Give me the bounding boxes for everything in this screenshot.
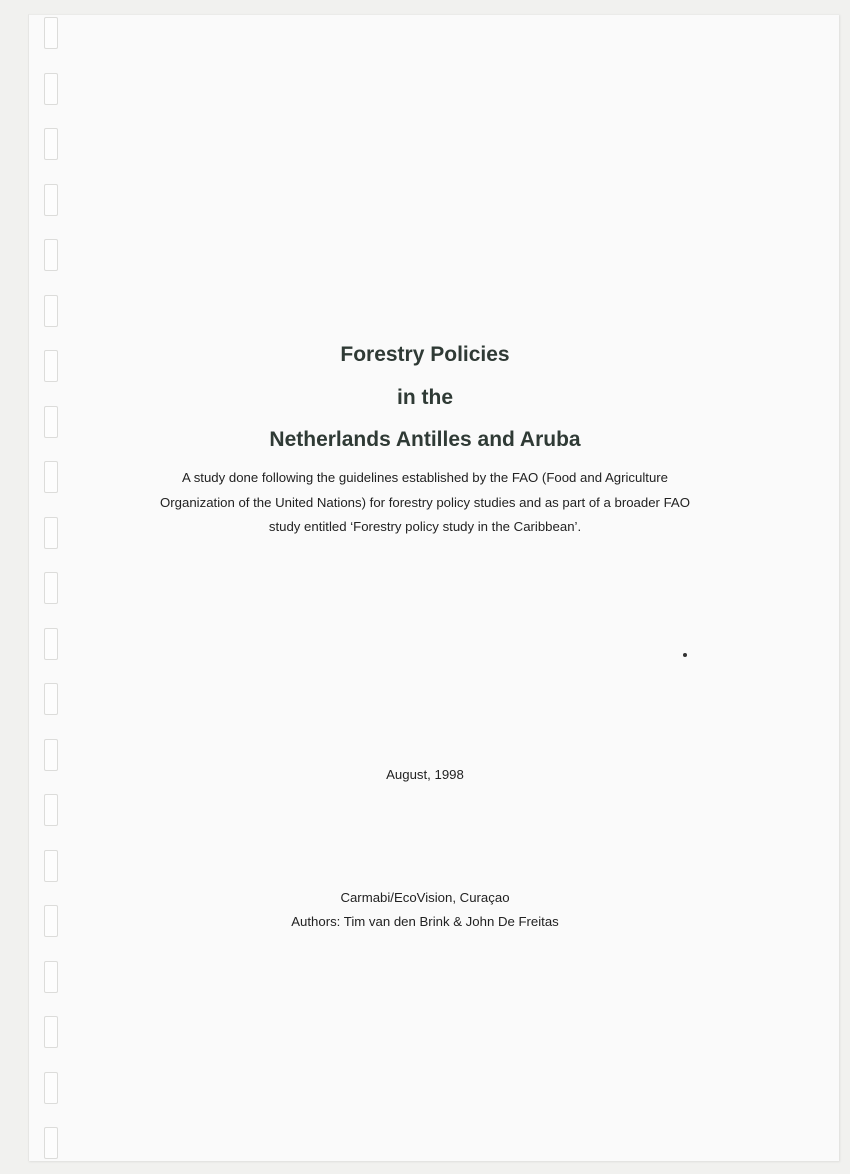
description [0,466,850,540]
binding-hole [44,961,58,993]
binding-hole [44,184,58,216]
authors: Authors: Tim van den Brink & John De Freitas [291,914,559,929]
binding-hole [44,295,58,327]
document-page [28,14,839,1161]
speck [683,653,687,657]
binding-hole [44,1072,58,1104]
description-line-3: study entitled ‘Forestry policy study in the Caribbean’. [268,519,582,534]
binding-hole [44,794,58,826]
description-line-1: A study done following the guidelines established by the FAO (Food and Agriculture [181,470,669,485]
binding-hole [44,1127,58,1159]
title-line-2: in the [397,386,453,409]
binding-hole [44,73,58,105]
binding-hole [44,739,58,771]
date: August, 1998 [386,767,464,782]
binding-hole [44,683,58,715]
binding-hole [44,17,58,49]
title-line-3: Netherlands Antilles and Aruba [269,428,581,451]
binding-hole [44,1016,58,1048]
binding-hole [44,128,58,160]
title-line-1: Forestry Policies [340,343,510,366]
organization: Carmabi/EcoVision, Curaçao [340,890,510,905]
binding-hole [44,628,58,660]
binding-hole [44,239,58,271]
binding-hole [44,572,58,604]
binding-hole [44,850,58,882]
description-line-2: Organization of the United Nations) for forestry policy studies and as part of a broader FAO [160,494,690,510]
